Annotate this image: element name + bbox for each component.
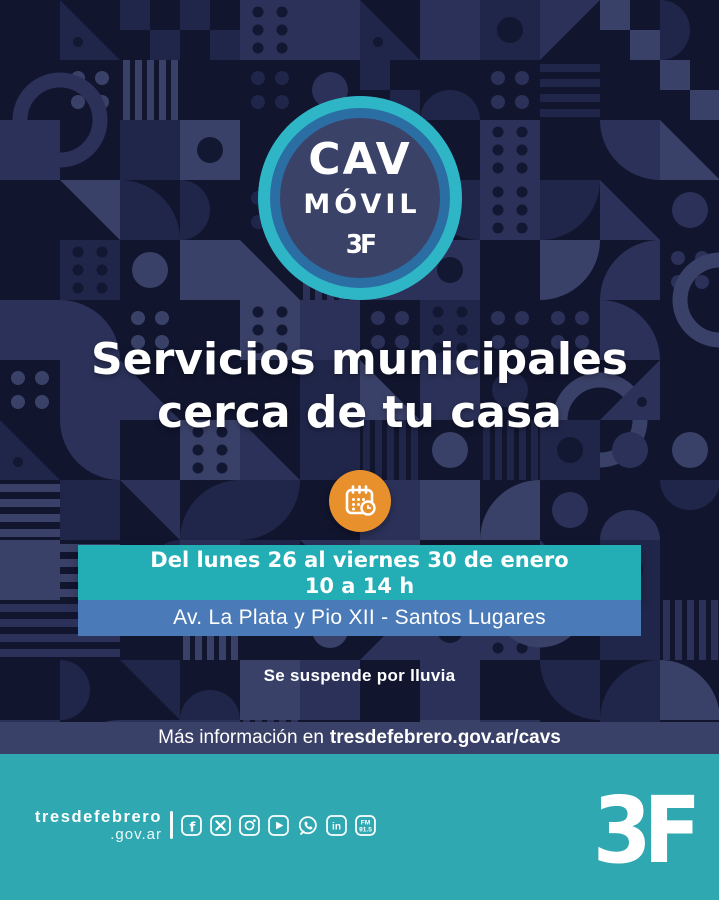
- svg-text:in: in: [332, 821, 341, 833]
- x-icon: [210, 815, 231, 836]
- cav-movil-badge: [258, 96, 462, 300]
- headline: [0, 333, 719, 439]
- footer-brand: [30, 810, 162, 842]
- headline-line1: Servicios municipales: [91, 334, 628, 385]
- svg-text:91.5: 91.5: [359, 826, 372, 834]
- badge-inner-ring: [270, 108, 450, 288]
- calendar-clock-glyph: [341, 482, 379, 520]
- facebook-icon: [181, 815, 202, 836]
- badge-title: CAV: [308, 134, 412, 185]
- instagram-icon: [239, 815, 260, 836]
- linkedin-icon: [326, 815, 347, 836]
- social-icons: [181, 815, 376, 836]
- calendar-clock-icon: [329, 470, 391, 532]
- badge-subtitle: MÓVIL: [303, 189, 421, 220]
- location-banner: Av. La Plata y Pio XII - Santos Lugares: [78, 600, 641, 636]
- youtube-icon: [268, 815, 289, 836]
- footer-brand-name: tresdefebrero: [34, 808, 162, 826]
- svg-text:FM: FM: [360, 819, 371, 827]
- headline-line2: cerca de tu casa: [157, 387, 562, 438]
- svg-text:f: f: [189, 819, 196, 836]
- info-prefix: Más información en: [158, 727, 324, 748]
- schedule-dates: Del lunes 26 al viernes 30 de enero: [150, 547, 569, 572]
- whatsapp-icon: [297, 815, 318, 836]
- info-url: tresdefebrero.gov.ar/cavs: [329, 727, 561, 748]
- footer-divider: [170, 811, 173, 839]
- rain-suspension-note: Se suspende por lluvia: [263, 666, 456, 685]
- footer-brand-domain: .gov.ar: [110, 826, 162, 843]
- schedule-hours: 10 a 14 h: [304, 573, 415, 598]
- fm-radio-icon: [355, 815, 376, 836]
- footer: [0, 754, 719, 900]
- schedule-banner: [78, 545, 641, 600]
- badge-3f-logo: 3F: [345, 230, 375, 260]
- badge-face: [280, 118, 440, 278]
- footer-3f-logo: 3F: [592, 777, 693, 884]
- info-bar: [0, 722, 719, 754]
